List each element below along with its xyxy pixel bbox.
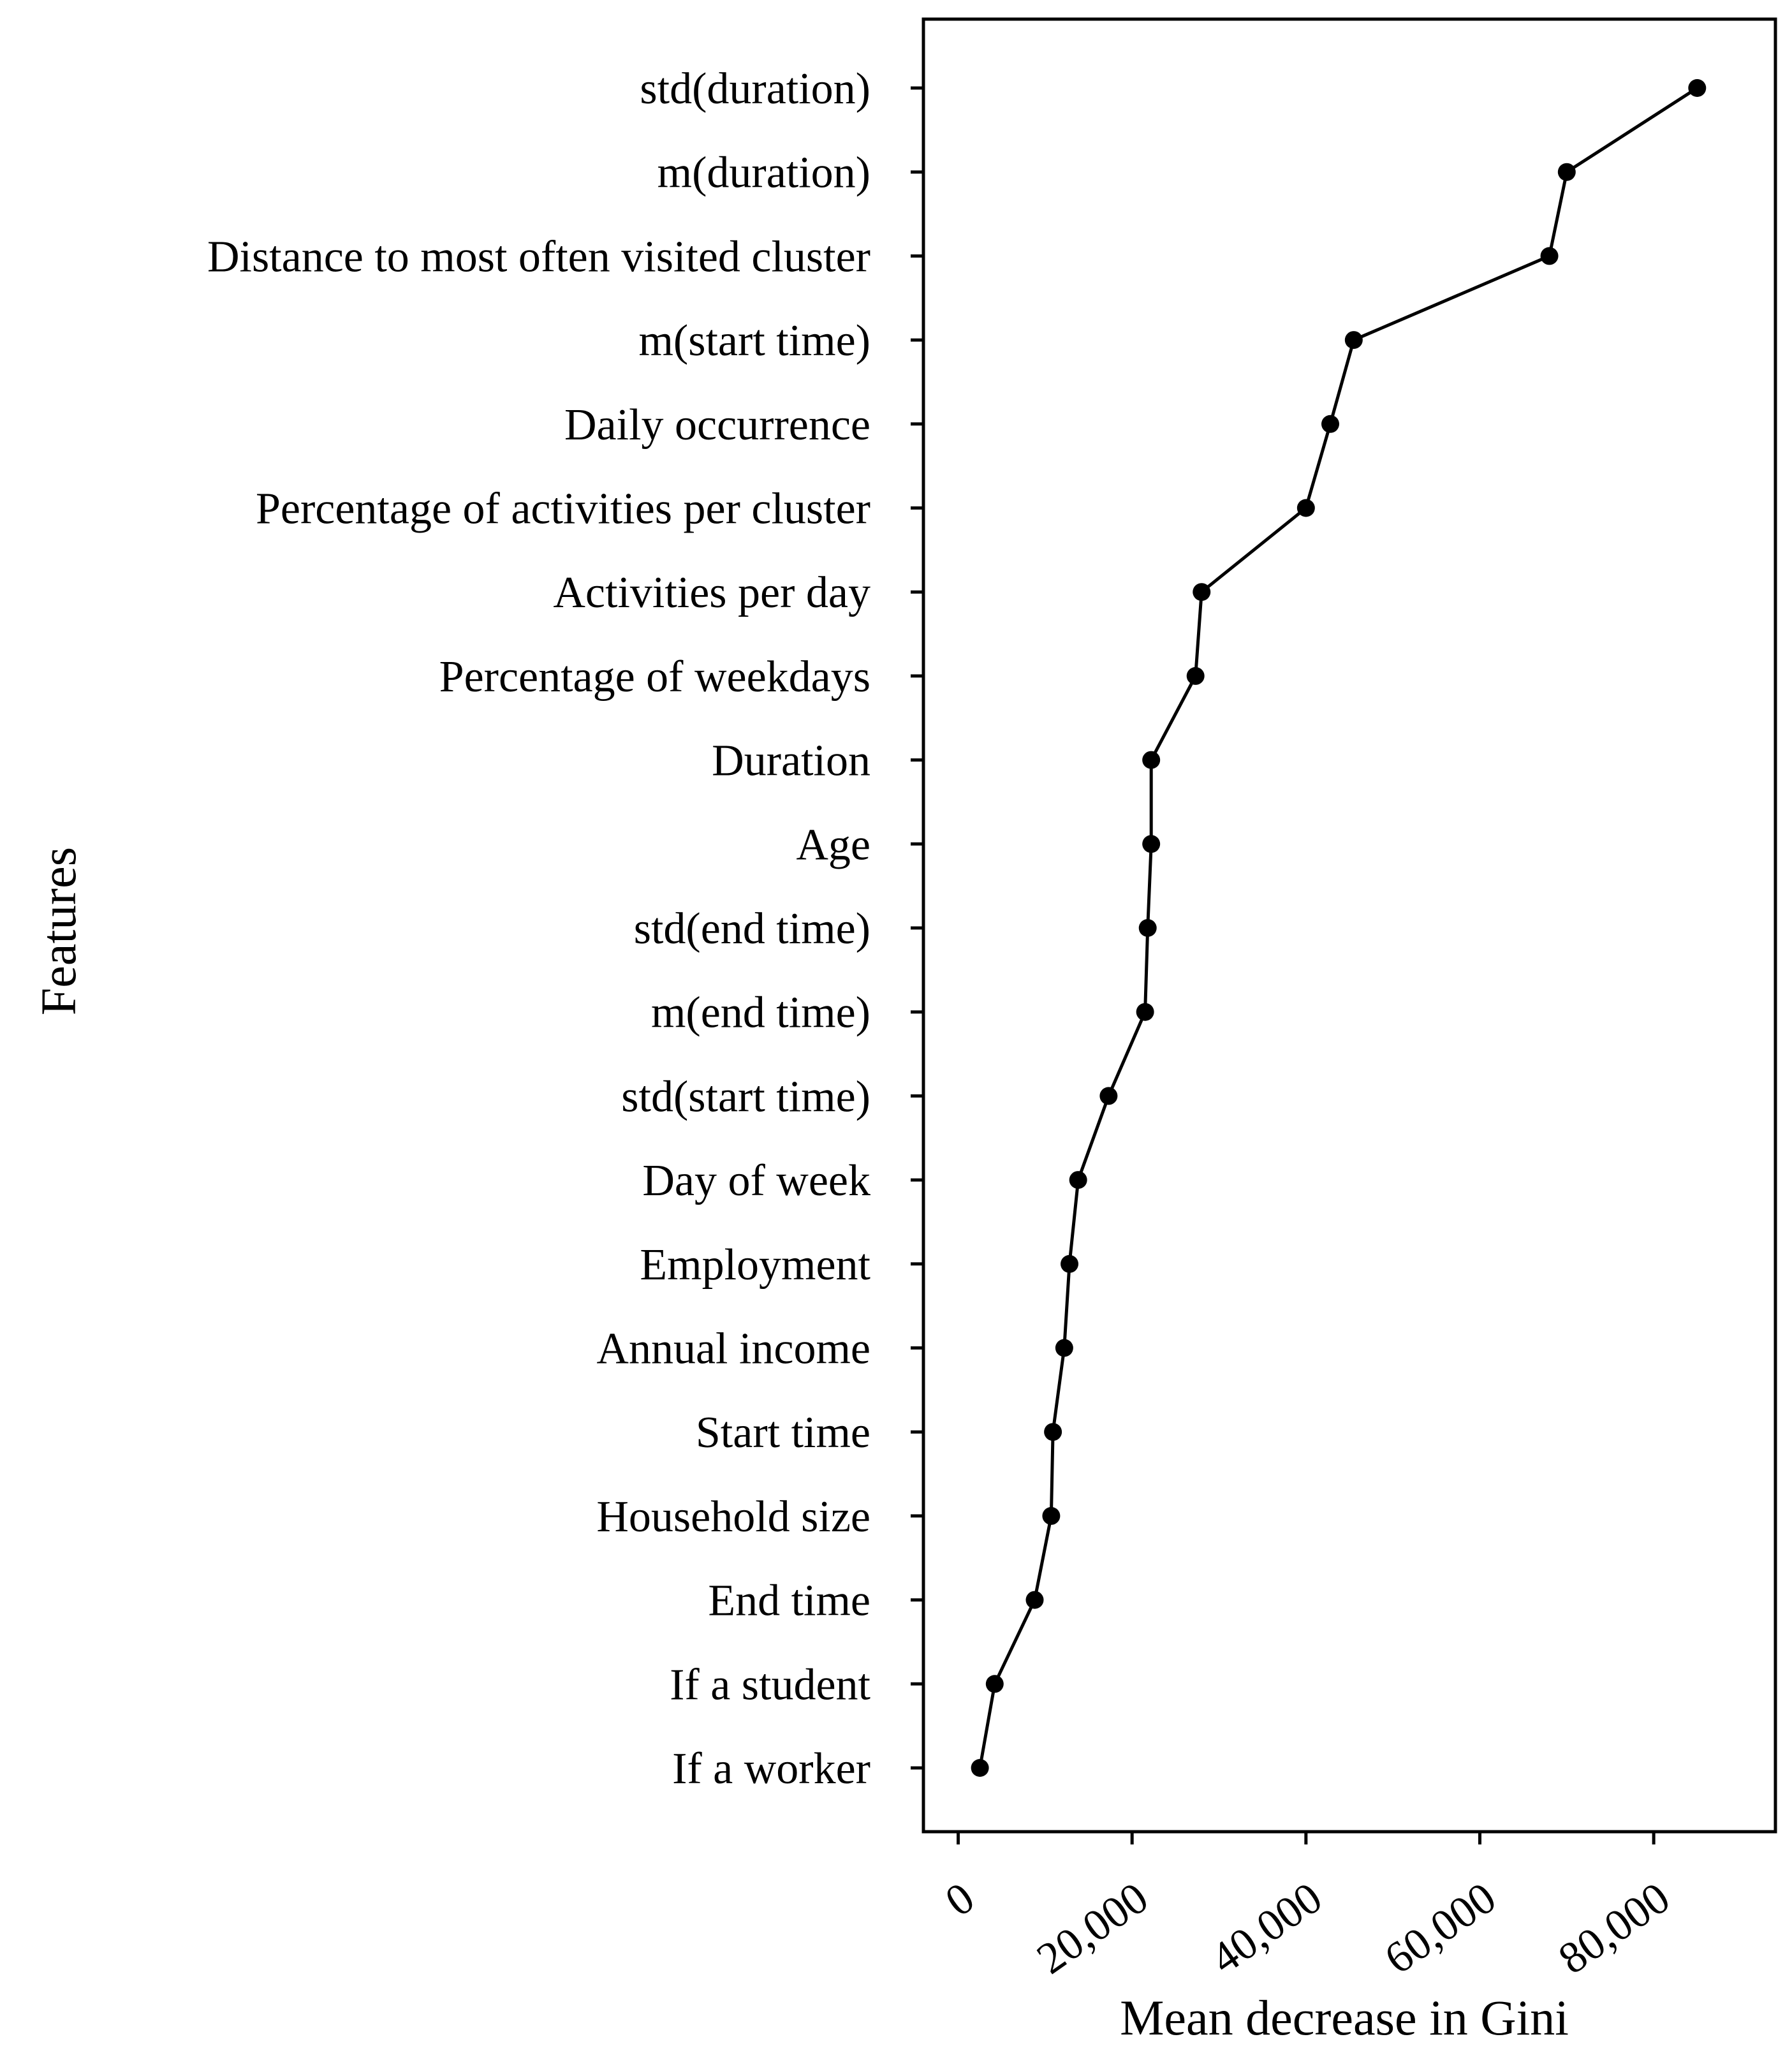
x-tick-label: 20,000 bbox=[1028, 1873, 1157, 1984]
y-tick-label: Start time bbox=[695, 1408, 870, 1458]
data-points bbox=[971, 79, 1707, 1777]
x-tick-label: 80,000 bbox=[1550, 1873, 1679, 1984]
data-point bbox=[1345, 331, 1363, 349]
data-point bbox=[1193, 583, 1210, 601]
data-point bbox=[1558, 163, 1576, 181]
y-tick-label: Day of week bbox=[642, 1156, 870, 1206]
y-tick-label: Activities per day bbox=[553, 568, 870, 618]
data-point bbox=[1099, 1087, 1117, 1105]
data-point bbox=[1688, 79, 1706, 97]
y-tick-label: End time bbox=[708, 1576, 870, 1626]
data-point bbox=[1142, 835, 1160, 853]
axis-ticks bbox=[911, 88, 1654, 1844]
data-point bbox=[1139, 919, 1157, 937]
y-tick-label: m(start time) bbox=[638, 316, 870, 366]
data-point bbox=[1069, 1171, 1087, 1189]
y-tick-label: Age bbox=[796, 820, 870, 870]
data-point bbox=[1187, 667, 1205, 685]
y-tick-label: If a worker bbox=[672, 1744, 870, 1793]
y-tick-label: Daily occurrence bbox=[564, 400, 870, 450]
y-tick-label: std(start time) bbox=[621, 1072, 870, 1122]
data-point bbox=[1042, 1507, 1060, 1525]
y-tick-label: Annual income bbox=[596, 1324, 870, 1374]
y-axis-category-labels bbox=[207, 64, 871, 1793]
y-tick-label: Duration bbox=[712, 736, 870, 786]
series-line bbox=[980, 88, 1698, 1768]
data-point bbox=[1142, 751, 1160, 769]
data-point bbox=[971, 1759, 989, 1777]
plot-area bbox=[923, 19, 1775, 1832]
data-point bbox=[1297, 499, 1315, 517]
data-point bbox=[1061, 1255, 1078, 1273]
data-point bbox=[1136, 1003, 1154, 1021]
y-tick-label: std(duration) bbox=[640, 64, 870, 114]
y-tick-label: If a student bbox=[670, 1660, 870, 1710]
x-axis-tick-labels bbox=[937, 1873, 1678, 1983]
y-tick-label: Percentage of weekdays bbox=[439, 652, 870, 702]
y-tick-label: std(end time) bbox=[633, 904, 870, 953]
data-point bbox=[986, 1675, 1004, 1693]
data-point bbox=[1055, 1339, 1073, 1357]
x-tick-label: 40,000 bbox=[1202, 1873, 1332, 1984]
plot-frame bbox=[923, 19, 1775, 1832]
data-point bbox=[1044, 1423, 1062, 1441]
data-point bbox=[1541, 247, 1559, 265]
y-tick-label: m(duration) bbox=[657, 148, 870, 198]
y-tick-label: m(end time) bbox=[650, 988, 870, 1038]
y-axis-title: Features bbox=[31, 846, 86, 1016]
series-line-group bbox=[980, 88, 1698, 1768]
x-tick-label: 60,000 bbox=[1376, 1873, 1505, 1984]
data-point bbox=[1025, 1591, 1043, 1609]
data-point bbox=[1321, 415, 1339, 433]
y-tick-label: Percentage of activities per cluster bbox=[255, 484, 870, 534]
y-tick-label: Distance to most often visited cluster bbox=[207, 232, 870, 282]
y-tick-label: Employment bbox=[640, 1240, 870, 1290]
y-tick-label: Household size bbox=[596, 1492, 870, 1542]
x-tick-label: 0 bbox=[936, 1873, 983, 1927]
x-axis-title: Mean decrease in Gini bbox=[1120, 1990, 1569, 2045]
